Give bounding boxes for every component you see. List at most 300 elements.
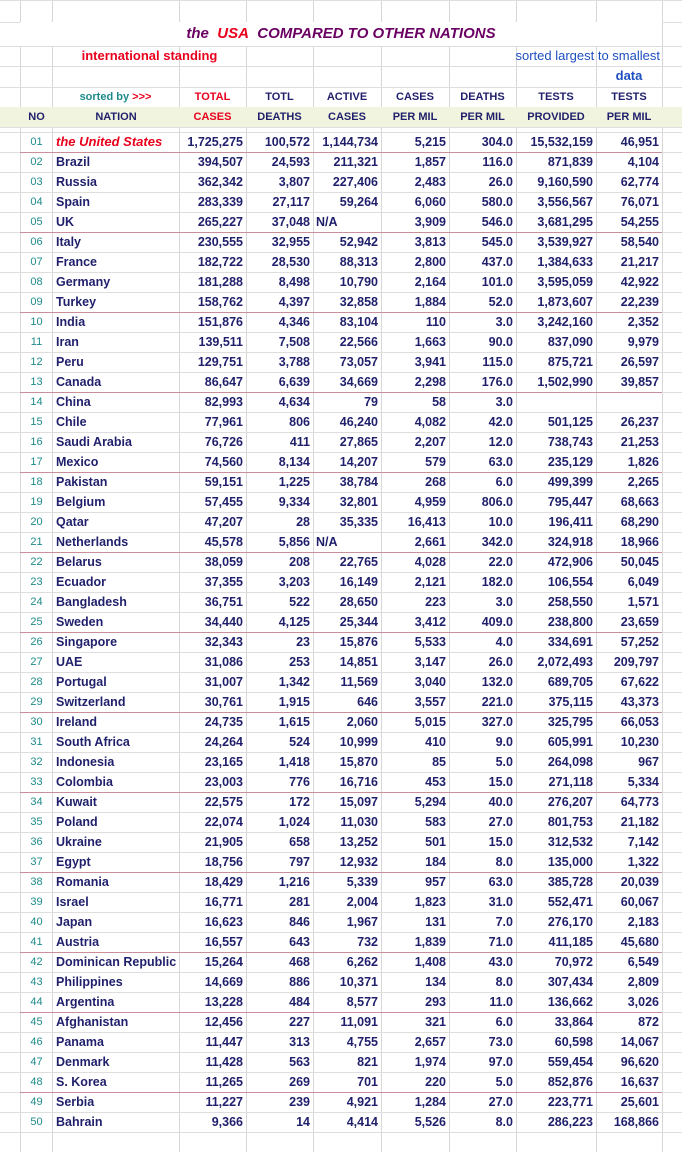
cell-total-cases: 57,455 [204, 495, 243, 509]
cell-rank: 22 [30, 556, 43, 568]
cell-cases-per-mil: 5,015 [414, 715, 446, 729]
cell-cases-per-mil: 3,412 [414, 615, 446, 629]
cell-deaths-per-mil: 6.0 [495, 1015, 513, 1029]
cell-rank: 14 [30, 396, 43, 408]
cell-rank: 28 [30, 676, 43, 688]
header-row-bottom [0, 107, 682, 127]
cell-nation: Mexico [56, 455, 99, 469]
cell-total-deaths: 806 [289, 415, 310, 429]
cell-nation: Bahrain [56, 1115, 103, 1129]
cell-total-cases: 59,151 [204, 475, 243, 489]
sorted-by-label [52, 87, 179, 107]
cell-total-deaths: 8,134 [278, 455, 310, 469]
cell-cases-per-mil: 1,823 [414, 895, 446, 909]
cell-tests-provided: 3,556,567 [537, 195, 593, 209]
cell-nation: China [56, 395, 91, 409]
cell-tests-per-mil: 1,322 [627, 855, 659, 869]
cell-total-deaths: 28 [296, 515, 310, 529]
cell-nation: Bangladesh [56, 595, 127, 609]
cell-tests-provided: 837,090 [547, 335, 593, 349]
header-bottom-deaths-per-mil: PER MIL [460, 111, 505, 123]
cell-cases-per-mil: 3,557 [414, 695, 446, 709]
cell-deaths-per-mil: 73.0 [488, 1035, 513, 1049]
subtitle-left: international standing [81, 48, 218, 63]
cell-total-deaths: 4,634 [278, 395, 310, 409]
cell-deaths-per-mil: 182.0 [481, 575, 513, 589]
cell-rank: 40 [30, 916, 43, 928]
cell-active-cases: 10,999 [339, 735, 378, 749]
cell-active-cases: 11,091 [340, 1015, 378, 1029]
cell-cases-per-mil: 184 [425, 855, 446, 869]
cell-active-cases: 10,371 [339, 975, 378, 989]
cell-cases-per-mil: 4,028 [414, 555, 446, 569]
cell-total-cases: 47,207 [204, 515, 243, 529]
cell-cases-per-mil: 321 [425, 1015, 446, 1029]
cell-tests-provided: 264,098 [547, 755, 593, 769]
cell-tests-per-mil: 50,045 [620, 555, 659, 569]
cell-total-cases: 12,456 [204, 1015, 243, 1029]
cell-cases-per-mil: 3,941 [414, 355, 446, 369]
cell-active-cases: 46,240 [339, 415, 378, 429]
cell-tests-provided: 235,129 [547, 455, 593, 469]
cell-tests-per-mil: 5,334 [627, 775, 659, 789]
cell-nation: Russia [56, 175, 97, 189]
cell-tests-provided: 499,399 [547, 475, 593, 489]
cell-tests-per-mil: 6,049 [627, 575, 659, 589]
cell-cases-per-mil: 2,483 [414, 175, 446, 189]
subtitle-data: data [615, 68, 643, 83]
cell-active-cases: 38,784 [339, 475, 378, 489]
header-bottom-rank: NO [28, 111, 45, 123]
cell-tests-per-mil: 21,217 [620, 255, 659, 269]
cell-total-cases: 23,003 [204, 775, 243, 789]
cell-total-cases: 1,725,275 [187, 135, 243, 149]
cell-deaths-per-mil: 8.0 [495, 1115, 513, 1129]
table-row [0, 652, 682, 672]
cell-total-cases: 36,751 [204, 595, 243, 609]
cell-cases-per-mil: 85 [432, 755, 446, 769]
cell-cases-per-mil: 1,884 [414, 295, 446, 309]
cell-cases-per-mil: 2,800 [414, 255, 446, 269]
cell-active-cases: 22,566 [339, 335, 378, 349]
cell-rank: 48 [30, 1076, 43, 1088]
table-row [0, 252, 682, 272]
cell-deaths-per-mil: 11.0 [489, 995, 513, 1009]
header-top-active-cases: ACTIVE [326, 91, 368, 103]
cell-deaths-per-mil: 52.0 [488, 295, 513, 309]
cell-tests-per-mil: 1,826 [627, 455, 659, 469]
cell-total-deaths: 1,216 [278, 875, 310, 889]
cell-nation: UK [56, 215, 75, 229]
cell-rank: 47 [30, 1056, 43, 1068]
title-prefix: the [186, 25, 209, 42]
cell-active-cases: 8,577 [346, 995, 378, 1009]
cell-nation: the United States [56, 134, 163, 149]
cell-tests-provided: 605,991 [547, 735, 593, 749]
cell-total-cases: 76,726 [204, 435, 243, 449]
table-row [0, 352, 682, 372]
cell-rank: 05 [30, 216, 43, 228]
cell-tests-provided: 1,502,990 [537, 375, 593, 389]
cell-deaths-per-mil: 176.0 [481, 375, 513, 389]
cell-rank: 49 [30, 1096, 43, 1108]
cell-cases-per-mil: 220 [425, 1075, 446, 1089]
cell-nation: Denmark [56, 1055, 110, 1069]
cell-total-deaths: 23 [296, 635, 310, 649]
table-row [0, 892, 682, 912]
cell-tests-per-mil: 2,352 [627, 315, 659, 329]
cell-total-cases: 30,761 [204, 695, 243, 709]
cell-cases-per-mil: 1,663 [414, 335, 446, 349]
cell-total-cases: 15,264 [204, 955, 243, 969]
cell-total-deaths: 27,117 [272, 195, 310, 209]
cell-active-cases: 4,414 [346, 1115, 378, 1129]
cell-total-deaths: 776 [289, 775, 310, 789]
table-row [0, 432, 682, 452]
cell-total-cases: 11,265 [205, 1075, 243, 1089]
table-row [0, 392, 682, 412]
title-suffix: COMPARED TO OTHER NATIONS [257, 25, 496, 42]
cell-tests-provided: 312,532 [547, 835, 593, 849]
cell-active-cases: 14,207 [339, 455, 378, 469]
cell-total-deaths: 4,397 [278, 295, 310, 309]
cell-active-cases: 14,851 [339, 655, 378, 669]
cell-total-deaths: 172 [289, 795, 310, 809]
cell-tests-per-mil: 4,104 [627, 155, 659, 169]
cell-active-cases: N/A [316, 215, 338, 229]
cell-active-cases: 10,790 [339, 275, 378, 289]
cell-active-cases: 32,801 [339, 495, 378, 509]
cell-nation: Japan [56, 915, 93, 929]
cell-tests-per-mil: 96,620 [620, 1055, 659, 1069]
cell-total-deaths: 100,572 [264, 135, 310, 149]
table-row [0, 692, 682, 712]
cell-deaths-per-mil: 12.0 [488, 435, 513, 449]
cell-active-cases: 4,921 [346, 1095, 378, 1109]
cell-total-deaths: 37,048 [271, 215, 310, 229]
cell-rank: 12 [30, 356, 43, 368]
cell-rank: 21 [30, 536, 43, 548]
cell-deaths-per-mil: 97.0 [488, 1055, 513, 1069]
cell-total-deaths: 886 [289, 975, 310, 989]
table-row [0, 172, 682, 192]
cell-tests-per-mil: 21,182 [620, 815, 659, 829]
cell-deaths-per-mil: 15.0 [488, 775, 513, 789]
cell-tests-per-mil: 2,265 [627, 475, 659, 489]
table-row [0, 472, 682, 492]
table-row [0, 152, 682, 172]
cell-total-deaths: 3,203 [278, 575, 310, 589]
cell-cases-per-mil: 2,657 [414, 1035, 446, 1049]
cell-deaths-per-mil: 27.0 [488, 815, 513, 829]
cell-cases-per-mil: 3,813 [414, 235, 446, 249]
cell-tests-provided: 738,743 [547, 435, 593, 449]
cell-rank: 39 [30, 896, 43, 908]
cell-active-cases: 13,252 [339, 835, 378, 849]
cell-nation: Egypt [56, 855, 91, 869]
cell-nation: Austria [56, 935, 100, 949]
cell-total-deaths: 253 [289, 655, 310, 669]
cell-rank: 09 [30, 296, 43, 308]
cell-total-cases: 139,511 [198, 335, 243, 349]
cell-total-cases: 77,961 [204, 415, 243, 429]
cell-nation: Netherlands [56, 535, 129, 549]
cell-total-cases: 230,555 [197, 235, 243, 249]
cell-tests-provided: 689,705 [547, 675, 593, 689]
cell-tests-provided: 385,728 [547, 875, 593, 889]
cell-total-cases: 24,264 [204, 735, 243, 749]
cell-total-cases: 9,366 [211, 1115, 243, 1129]
cell-total-deaths: 14 [296, 1115, 310, 1129]
cell-total-deaths: 28,530 [271, 255, 310, 269]
cell-tests-provided: 135,000 [547, 855, 593, 869]
cell-rank: 33 [30, 776, 43, 788]
cell-tests-per-mil: 1,571 [627, 595, 659, 609]
table-row [0, 212, 682, 232]
cell-tests-provided: 276,207 [547, 795, 593, 809]
cell-rank: 23 [30, 576, 43, 588]
cell-nation: Belgium [56, 495, 106, 509]
cell-total-deaths: 1,225 [278, 475, 310, 489]
cell-active-cases: 27,865 [339, 435, 378, 449]
cell-tests-per-mil: 209,797 [613, 655, 659, 669]
cell-tests-per-mil: 9,979 [627, 335, 659, 349]
cell-tests-per-mil: 14,067 [620, 1035, 659, 1049]
cell-active-cases: 5,339 [346, 875, 378, 889]
sorted-by-arrows: >>> [132, 91, 152, 103]
cell-tests-per-mil: 168,866 [613, 1115, 659, 1129]
table-row [0, 952, 682, 972]
cell-deaths-per-mil: 63.0 [488, 455, 513, 469]
cell-total-cases: 13,228 [204, 995, 243, 1009]
cell-rank: 26 [30, 636, 43, 648]
cell-rank: 07 [30, 256, 43, 268]
table-row [0, 752, 682, 772]
cell-rank: 17 [30, 456, 43, 468]
cell-total-deaths: 7,508 [278, 335, 310, 349]
cell-nation: Dominican Republic [56, 955, 177, 969]
cell-total-cases: 16,557 [204, 935, 243, 949]
cell-cases-per-mil: 293 [425, 995, 446, 1009]
header-row-top [0, 87, 682, 107]
cell-cases-per-mil: 1,857 [414, 155, 446, 169]
cell-tests-provided: 3,539,927 [537, 235, 593, 249]
cell-active-cases: 16,149 [339, 575, 378, 589]
cell-active-cases: 11,569 [340, 675, 378, 689]
cell-total-deaths: 658 [289, 835, 310, 849]
table-row [0, 632, 682, 652]
cell-tests-provided: 852,876 [547, 1075, 593, 1089]
table-row [0, 412, 682, 432]
cell-total-cases: 16,623 [204, 915, 243, 929]
cell-deaths-per-mil: 26.0 [488, 655, 513, 669]
cell-total-deaths: 227 [289, 1015, 310, 1029]
cell-tests-provided: 258,550 [547, 595, 593, 609]
cell-total-cases: 37,355 [204, 575, 243, 589]
cell-active-cases: 821 [357, 1055, 378, 1069]
cell-nation: India [56, 315, 86, 329]
table-row [0, 832, 682, 852]
cell-nation: Saudi Arabia [56, 435, 132, 449]
cell-rank: 30 [30, 716, 43, 728]
cell-rank: 15 [30, 416, 43, 428]
cell-cases-per-mil: 2,164 [414, 275, 446, 289]
table-row [0, 572, 682, 592]
cell-deaths-per-mil: 221.0 [481, 695, 513, 709]
cell-total-deaths: 239 [289, 1095, 310, 1109]
cell-total-cases: 31,007 [204, 675, 243, 689]
table-row [0, 672, 682, 692]
cell-tests-provided: 9,160,590 [537, 175, 593, 189]
cell-deaths-per-mil: 10.0 [488, 515, 513, 529]
cell-total-cases: 23,165 [204, 755, 243, 769]
cell-tests-provided: 3,595,059 [537, 275, 593, 289]
cell-rank: 18 [30, 476, 43, 488]
cell-deaths-per-mil: 580.0 [481, 195, 513, 209]
cell-cases-per-mil: 131 [425, 915, 446, 929]
cell-active-cases: 12,932 [339, 855, 378, 869]
cell-deaths-per-mil: 31.0 [488, 895, 513, 909]
cell-active-cases: 25,344 [339, 615, 378, 629]
cell-rank: 24 [30, 596, 43, 608]
cell-rank: 03 [30, 176, 43, 188]
cell-tests-per-mil: 45,680 [620, 935, 659, 949]
table-row [0, 792, 682, 812]
cell-tests-per-mil: 76,071 [620, 195, 659, 209]
cell-total-deaths: 5,856 [278, 535, 310, 549]
table-row [0, 592, 682, 612]
table-row [0, 912, 682, 932]
cell-nation: Indonesia [56, 755, 115, 769]
table-row [0, 232, 682, 252]
cell-active-cases: 15,870 [339, 755, 378, 769]
table-row [0, 1072, 682, 1092]
cell-nation: Panama [56, 1035, 104, 1049]
cell-deaths-per-mil: 90.0 [488, 335, 513, 349]
cell-tests-per-mil: 42,922 [620, 275, 659, 289]
page-title [20, 22, 662, 46]
cell-cases-per-mil: 1,839 [414, 935, 446, 949]
cell-tests-per-mil: 43,373 [620, 695, 659, 709]
header-top-tests-provided: TESTS [538, 91, 574, 103]
cell-nation: Ireland [56, 715, 97, 729]
cell-rank: 11 [30, 336, 43, 348]
cell-nation: S. Korea [56, 1075, 107, 1089]
cell-deaths-per-mil: 3.0 [495, 395, 513, 409]
cell-nation: Iran [56, 335, 79, 349]
cell-rank: 34 [30, 796, 43, 808]
cell-total-deaths: 1,915 [278, 695, 310, 709]
cell-deaths-per-mil: 8.0 [495, 855, 513, 869]
cell-rank: 37 [30, 856, 43, 868]
cell-tests-provided: 411,185 [548, 935, 593, 949]
table-row [0, 852, 682, 872]
cell-deaths-per-mil: 546.0 [481, 215, 513, 229]
cell-nation: Germany [56, 275, 111, 289]
cell-active-cases: 732 [357, 935, 378, 949]
cell-active-cases: 52,942 [339, 235, 378, 249]
cell-active-cases: 88,313 [339, 255, 378, 269]
cell-cases-per-mil: 2,121 [414, 575, 446, 589]
cell-deaths-per-mil: 545.0 [481, 235, 513, 249]
cell-tests-per-mil: 967 [638, 755, 659, 769]
cell-total-cases: 22,575 [204, 795, 243, 809]
cell-rank: 25 [30, 616, 43, 628]
table-row [0, 972, 682, 992]
cell-cases-per-mil: 410 [425, 735, 446, 749]
cell-deaths-per-mil: 27.0 [488, 1095, 513, 1109]
cell-active-cases: 34,669 [339, 375, 378, 389]
cell-total-cases: 45,578 [204, 535, 243, 549]
cell-tests-per-mil: 3,026 [627, 995, 659, 1009]
cell-active-cases: 6,262 [346, 955, 378, 969]
cell-cases-per-mil: 1,284 [414, 1095, 446, 1109]
cell-tests-provided: 15,532,159 [530, 135, 593, 149]
cell-cases-per-mil: 134 [425, 975, 446, 989]
table-row [0, 732, 682, 752]
cell-tests-provided: 196,411 [548, 515, 593, 529]
cell-cases-per-mil: 5,215 [414, 135, 446, 149]
cell-total-deaths: 1,418 [278, 755, 310, 769]
cell-nation: Colombia [56, 775, 113, 789]
header-top-deaths-per-mil: DEATHS [460, 91, 505, 103]
cell-nation: Peru [56, 355, 84, 369]
table-row [0, 1012, 682, 1032]
header-bottom-total-cases: CASES [193, 111, 232, 123]
cell-tests-provided: 60,598 [554, 1035, 593, 1049]
cell-tests-per-mil: 2,183 [627, 915, 659, 929]
cell-total-cases: 283,339 [197, 195, 243, 209]
cell-tests-provided [516, 392, 596, 412]
cell-total-cases: 82,993 [204, 395, 243, 409]
cell-deaths-per-mil: 22.0 [488, 555, 513, 569]
cell-deaths-per-mil: 71.0 [488, 935, 513, 949]
table-row [0, 192, 682, 212]
cell-tests-provided: 325,795 [547, 715, 593, 729]
cell-deaths-per-mil: 5.0 [495, 1075, 513, 1089]
cell-tests-per-mil: 68,290 [620, 515, 659, 529]
cell-deaths-per-mil: 9.0 [495, 735, 513, 749]
cell-rank: 45 [30, 1016, 43, 1028]
header-bottom-active-cases: CASES [328, 111, 366, 123]
cell-total-deaths: 522 [289, 595, 310, 609]
cell-deaths-per-mil: 42.0 [488, 415, 513, 429]
table-row [0, 612, 682, 632]
cell-total-cases: 38,059 [204, 555, 243, 569]
table-row [0, 512, 682, 532]
header-bottom-nation: NATION [95, 111, 137, 123]
table-row [0, 992, 682, 1012]
cell-nation: Poland [56, 815, 98, 829]
header-top-total-deaths: TOTL [265, 91, 294, 103]
table-row [0, 712, 682, 732]
cell-rank: 27 [30, 656, 43, 668]
cell-rank: 29 [30, 696, 43, 708]
cell-nation: Switzerland [56, 695, 126, 709]
cell-active-cases: 646 [357, 695, 378, 709]
cell-active-cases: 11,030 [340, 815, 378, 829]
cell-total-deaths: 1,342 [278, 675, 310, 689]
cell-tests-provided: 871,839 [547, 155, 593, 169]
cell-deaths-per-mil: 304.0 [481, 135, 513, 149]
cell-rank: 16 [30, 436, 43, 448]
cell-tests-per-mil: 25,601 [620, 1095, 659, 1109]
cell-total-deaths: 484 [289, 995, 310, 1009]
cell-active-cases: 15,097 [339, 795, 378, 809]
cell-total-cases: 22,074 [204, 815, 243, 829]
cell-rank: 31 [30, 736, 43, 748]
cell-rank: 10 [30, 316, 43, 328]
